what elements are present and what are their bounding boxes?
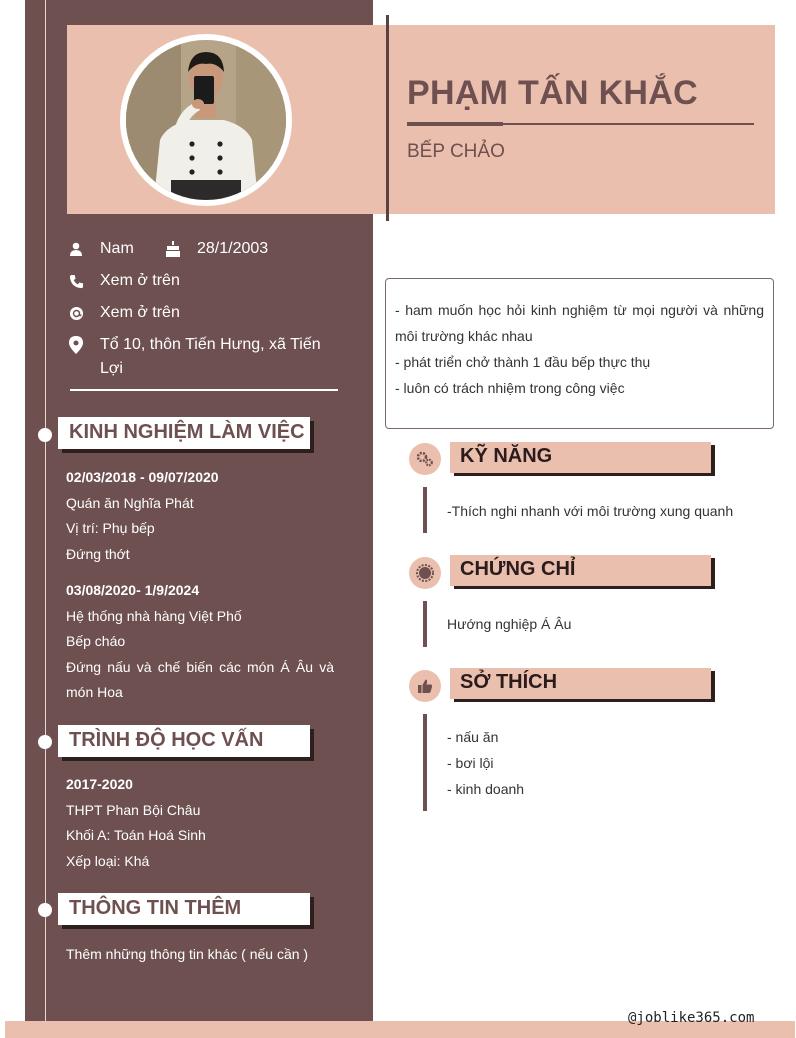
more-info-heading — [58, 893, 310, 925]
skills-list — [447, 498, 733, 524]
hobbies-list — [447, 724, 524, 802]
chef-photo-illustration — [126, 40, 286, 200]
address-line-1: Tổ 10, thôn Tiến Hưng, xã Tiến — [100, 336, 321, 353]
hobby-item: - kinh doanh — [447, 781, 525, 797]
thumbs-up-icon — [409, 670, 441, 702]
info-divider — [70, 389, 338, 391]
education-entry — [66, 772, 206, 874]
address-row — [68, 333, 321, 381]
timeline-dot — [38, 428, 52, 442]
address-value — [100, 333, 321, 381]
header-divider — [386, 15, 389, 221]
certificates-bar — [423, 601, 427, 647]
user-icon — [68, 237, 84, 261]
timeline-dot — [38, 903, 52, 917]
job-1-period: 02/03/2018 - 09/07/2020 — [66, 469, 219, 485]
gears-icon — [409, 443, 441, 475]
more-info-text: Thêm những thông tin khác ( nếu cần ) — [66, 946, 309, 962]
hobbies-bar — [423, 714, 427, 811]
objective-line-1: - ham muốn học hỏi kinh nghiệm từ mọi người và những môi trường khác nhau — [395, 302, 764, 344]
gender-row — [68, 237, 134, 261]
job-1-role: Vị trí: Phụ bếp — [66, 520, 155, 536]
skills-heading — [450, 442, 711, 473]
certificates-heading — [450, 555, 711, 586]
hobbies-heading — [450, 668, 711, 699]
job-1-company: Quán ăn Nghĩa Phát — [66, 494, 194, 511]
education-major: Khối A: Toán Hoá Sinh — [66, 827, 206, 843]
gender-value: Nam — [100, 240, 134, 257]
job-1-desc: Đứng thớt — [66, 545, 130, 562]
job-1 — [66, 465, 219, 567]
at-sign-icon — [68, 301, 84, 325]
certificate-item: Hướng nghiệp Á Âu — [447, 616, 572, 632]
job-position: BẾP CHẢO — [407, 141, 505, 162]
certificates-list — [447, 611, 571, 637]
name-underline-accent — [407, 122, 503, 126]
candidate-name: PHẠM TẤN KHẮC — [407, 74, 698, 112]
more-info-heading-text: THÔNG TIN THÊM — [69, 897, 242, 919]
education-period: 2017-2020 — [66, 776, 133, 792]
timeline-line — [45, 0, 46, 1038]
objective-line-2: - phát triển chở thành 1 đầu bếp thực thụ — [395, 354, 651, 370]
objective-line-3: - luôn có trách nhiệm trong công việc — [395, 380, 625, 396]
phone-icon — [68, 269, 84, 293]
badge-icon — [409, 557, 441, 589]
skill-item: -Thích nghi nhanh với môi trường xung quanh — [447, 503, 734, 519]
education-grade: Xếp loại: Khá — [66, 852, 150, 869]
experience-heading — [58, 417, 310, 449]
hobbies-heading-text: SỞ THÍCH — [460, 671, 558, 693]
birthday-row — [165, 237, 268, 261]
job-2-desc-line-1: Đứng nấu và chế biến các món Á Âu và — [66, 658, 334, 675]
education-heading — [58, 725, 310, 757]
phone-row — [68, 269, 180, 293]
timeline-dot — [38, 735, 52, 749]
email-row — [68, 301, 180, 325]
career-objective — [385, 278, 774, 429]
skills-bar — [423, 487, 427, 533]
job-2-role: Bếp cháo — [66, 633, 126, 649]
cake-icon — [165, 237, 181, 261]
phone-value: Xem ở trên — [100, 272, 180, 289]
experience-heading-text: KINH NGHIỆM LÀM VIỆC — [69, 421, 305, 443]
skills-heading-text: KỸ NĂNG — [460, 445, 553, 467]
education-heading-text: TRÌNH ĐỘ HỌC VẤN — [69, 729, 264, 751]
job-2 — [66, 578, 334, 706]
watermark: @joblike365.com — [628, 1010, 755, 1026]
email-value: Xem ở trên — [100, 304, 180, 321]
certificates-heading-text: CHỨNG CHỈ — [460, 558, 576, 580]
birthday-value: 28/1/2003 — [197, 240, 269, 257]
hobby-item: - bơi lội — [447, 755, 494, 771]
job-2-period: 03/08/2020- 1/9/2024 — [66, 582, 200, 598]
job-2-desc-line-2: món Hoa — [66, 684, 123, 700]
hobby-item: - nấu ăn — [447, 729, 499, 745]
address-line-2: Lợi — [100, 360, 123, 377]
map-pin-icon — [68, 333, 84, 357]
avatar — [120, 34, 292, 206]
avatar-photo — [126, 40, 286, 200]
job-2-company: Hệ thống nhà hàng Việt Phố — [66, 607, 242, 624]
education-school: THPT Phan Bội Châu — [66, 801, 201, 818]
